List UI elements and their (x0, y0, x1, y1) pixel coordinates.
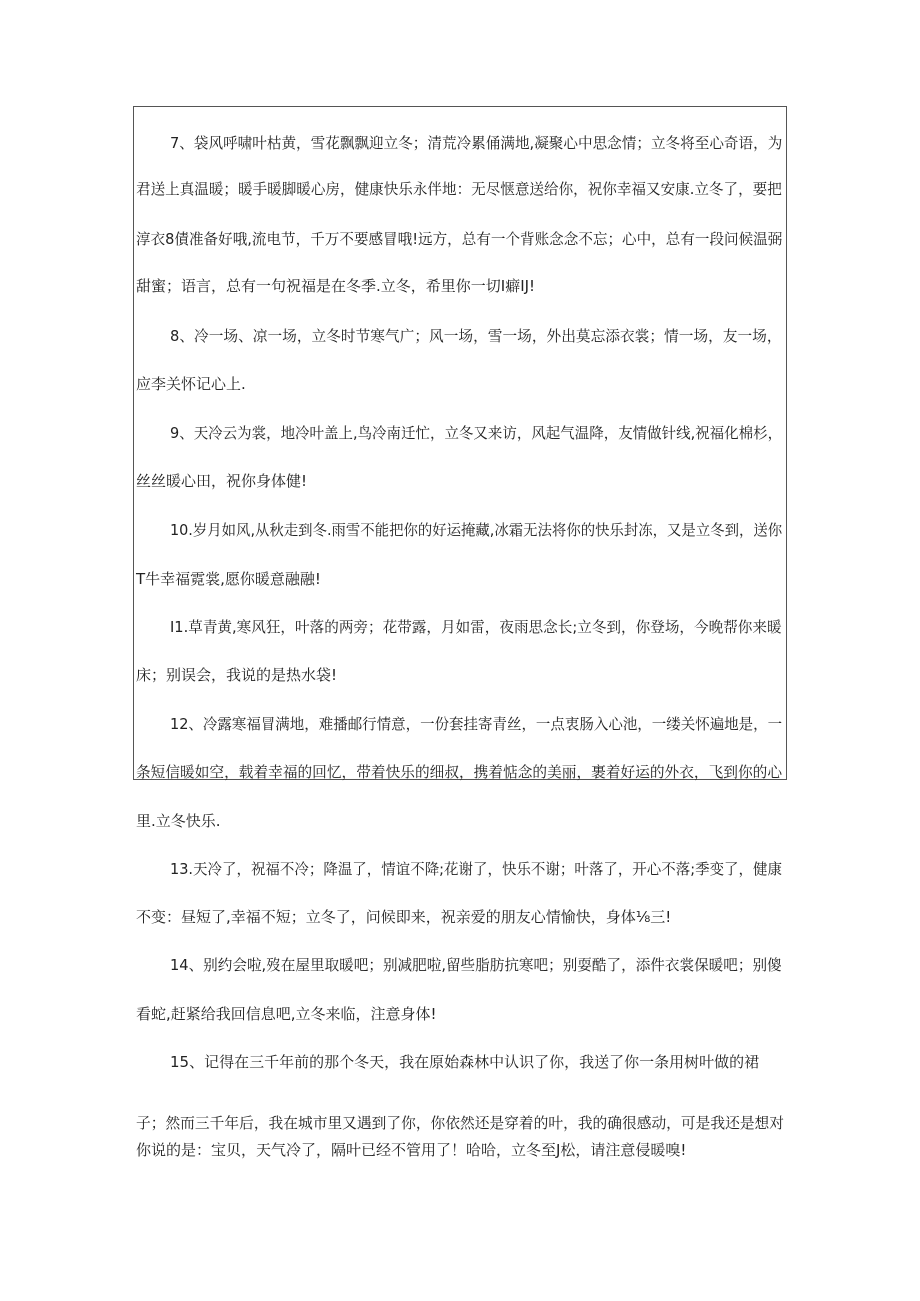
entry-11-line-1: I1.草青黄,寒风狂，叶落的两旁；花带露，月如雷，夜雨思念长;立冬到，你登场，今晚帮你来暖 (170, 618, 782, 636)
entry-9-line-1: 9、天冷云为裳，地冷叶盖上,鸟冷南迁忙，立冬又来访，风起气温降，友情做针线,祝福化棉杉， (170, 424, 783, 442)
entry-7-line-1: 7、袋风呼啸叶枯黄，雪花飘飘迎立冬；清荒冷累俑满地,凝聚心中思念情；立冬将至心奇语，为 (170, 134, 783, 152)
entry-8-line-1: 8、冷一场、凉一场，立冬时节寒气广；风一场，雪一场，外出莫忘添衣裳；情一场，友一场， (170, 327, 782, 345)
entry-12-line-1: 12、冷露寒福冒满地，难播邮行情意，一份套挂寄青丝，一点衷肠入心池，一缕关怀遍地是，一 (170, 715, 783, 733)
entry-9-line-2: 丝丝暖心田，祝你身体健! (136, 472, 308, 490)
entry-10-line-1: 10.岁月如风,从秋走到冬.雨雪不能把你的好运掩藏,冰霜无法将你的快乐封冻，又是立冬到，送你 (170, 521, 783, 539)
entry-14-line-1: 14、别约会啦,歿在屋里取暖吧；别减肥啦,留些脂肪抗寒吧；别耍酷了，添件衣裳保暖吧；别傻 (170, 956, 782, 974)
entry-12-line-3: 里.立冬快乐. (136, 812, 221, 830)
entry-7-line-4: 甜蜜；语言，总有一句祝福是在冬季.立冬，希里你一切I癖IJ! (136, 277, 536, 295)
entry-8-line-2: 应李关怀记心上. (136, 375, 246, 393)
entry-13-line-1: 13.天冷了，祝福不冷；降温了，情谊不降;花谢了，快乐不谢；叶落了，开心不落;季变了，健康 (170, 860, 782, 878)
tail-line-2: 你说的是：宝贝，天气冷了，隔叶已经不管用了！哈哈，立冬至J松，请注意侵暖嗅! (136, 1141, 687, 1159)
entry-10-line-2: T牛幸福霓裳,愿你暖意融融! (136, 570, 321, 588)
entry-11-line-2: 床；别误会，我说的是热水袋! (136, 666, 338, 684)
entry-7-line-3: 淳衣8債准备好哦,流电节，千万不要感冒哦!远方，总有一个背账念念不忘；心中，总有一段问候温弼 (136, 230, 783, 248)
entry-12-line-2: 条短信暖如空，载着幸福的回忆，带着快乐的细叔，携着惦念的美丽，裹着好运的外衣，飞到你的心 (136, 763, 783, 781)
entry-7-line-2: 君送上真温暖；暖手暖脚暖心房，健康快乐永伴地：无尽惬意送给你，祝你幸福又安康.立冬了，要把 (136, 180, 782, 198)
entry-13-line-2: 不变：昼短了,幸福不短；立冬了，问候即来，祝亲爱的朋友心情愉快，身体⅛三! (136, 908, 672, 926)
entry-15-line-1: 15、记得在三千年前的那个冬天，我在原始森林中认识了你，我送了你一条用树叶做的裙 (170, 1053, 760, 1071)
tail-line-1: 子；然而三千年后，我在城市里又遇到了你，你依然还是穿着的叶，我的确很感动，可是我还是想对 (136, 1114, 785, 1132)
entry-14-line-2: 看蛇,赶紧给我回信息吧,立冬来临，注意身体! (136, 1005, 437, 1023)
